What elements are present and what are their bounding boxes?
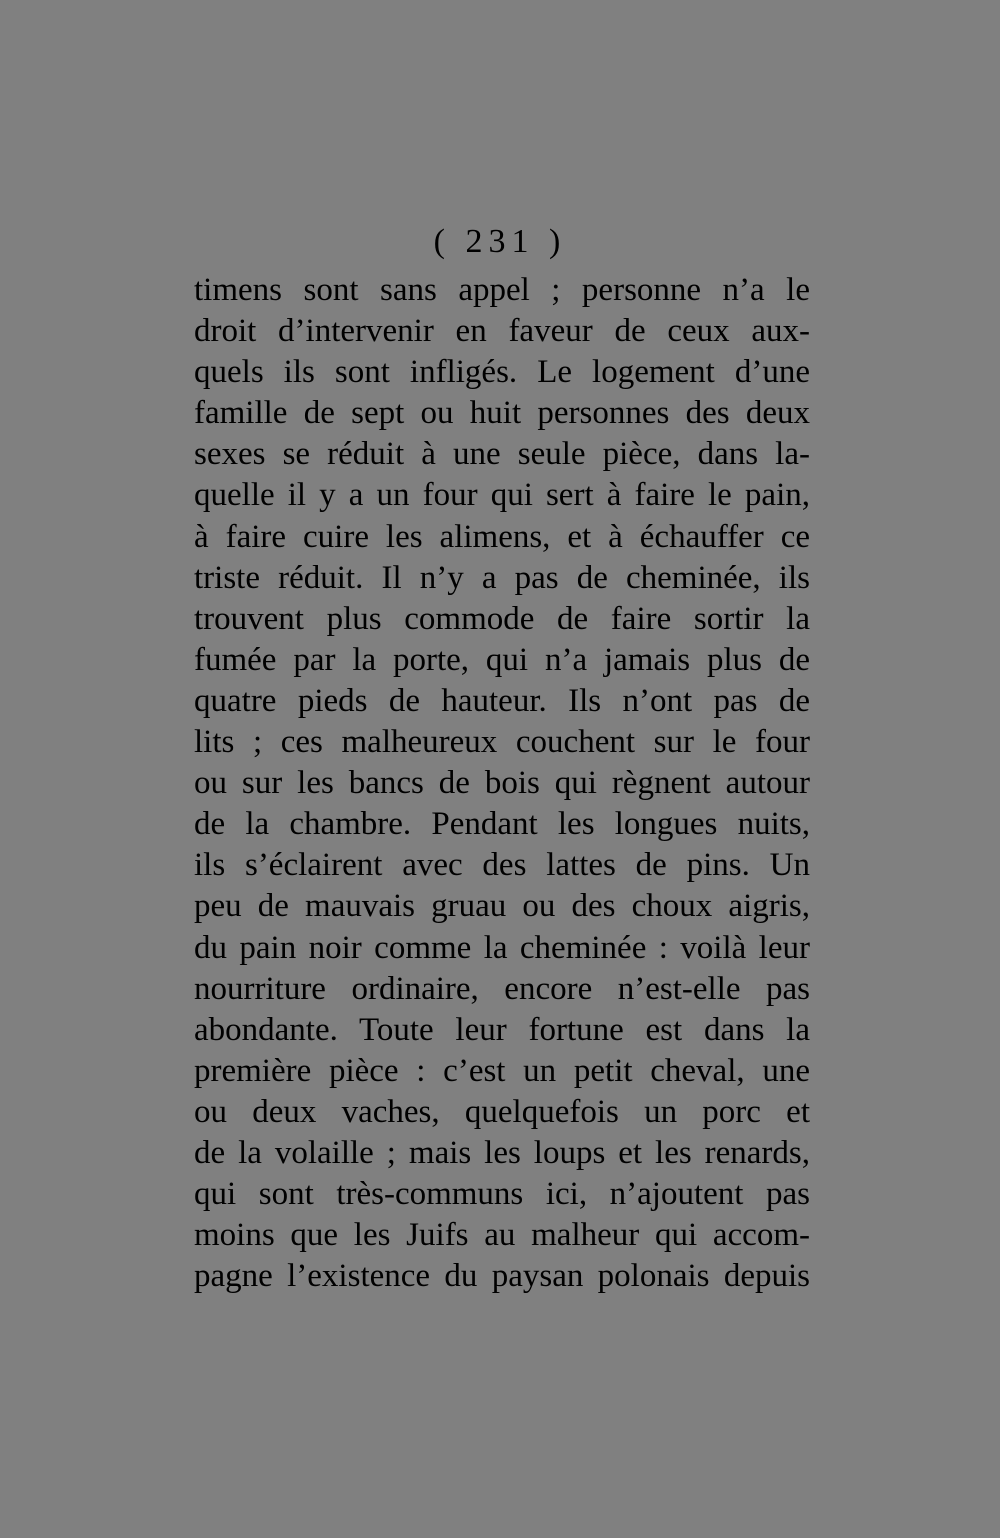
text-line: fumée par la porte, qui n’a jamais plus de <box>194 641 810 678</box>
text-line: qui sont très-communs ici, n’ajoutent pas <box>194 1176 810 1213</box>
text-line: droit d’intervenir en faveur de ceux aux- <box>194 313 810 350</box>
text-line: trouvent plus commode de faire sortir la <box>194 600 810 637</box>
text-line: pagne l’existence du paysan polonais depuis <box>194 1258 810 1295</box>
text-line: ils s’éclairent avec des lattes de pins. Un <box>194 847 810 884</box>
text-line: de la chambre. Pendant les longues nuits, <box>194 806 810 843</box>
text-line: quels ils sont infligés. Le logement d’une <box>194 354 810 391</box>
text-line: quelle il y a un four qui sert à faire le pain, <box>194 477 810 514</box>
text-line: à faire cuire les alimens, et à échauffer ce <box>194 518 810 555</box>
text-line: abondante. Toute leur fortune est dans la <box>194 1011 810 1048</box>
text-line: peu de mauvais gruau ou des choux aigris, <box>194 888 810 925</box>
text-line: ou sur les bancs de bois qui règnent autour <box>194 765 810 802</box>
body-text <box>194 270 810 1297</box>
text-line: timens sont sans appel ; personne n’a le <box>194 272 810 308</box>
text-line: quatre pieds de hauteur. Ils n’ont pas de <box>194 682 810 719</box>
text-line: du pain noir comme la cheminée : voilà leur <box>194 929 810 966</box>
text-line: famille de sept ou huit personnes des deux <box>194 395 810 432</box>
text-line: de la volaille ; mais les loups et les renards, <box>194 1134 810 1171</box>
text-line: première pièce : c’est un petit cheval, une <box>194 1052 810 1089</box>
text-line: lits ; ces malheureux couchent sur le four <box>194 724 810 761</box>
text-line: ou deux vaches, quelquefois un porc et <box>194 1093 810 1130</box>
text-line: moins que les Juifs au malheur qui accom- <box>194 1217 810 1254</box>
text-line: sexes se réduit à une seule pièce, dans la- <box>194 436 810 473</box>
page-number: ( 231 ) <box>433 223 567 260</box>
text-line: triste réduit. Il n’y a pas de cheminée, ils <box>194 559 810 596</box>
text-line: nourriture ordinaire, encore n’est-elle pas <box>194 970 810 1007</box>
